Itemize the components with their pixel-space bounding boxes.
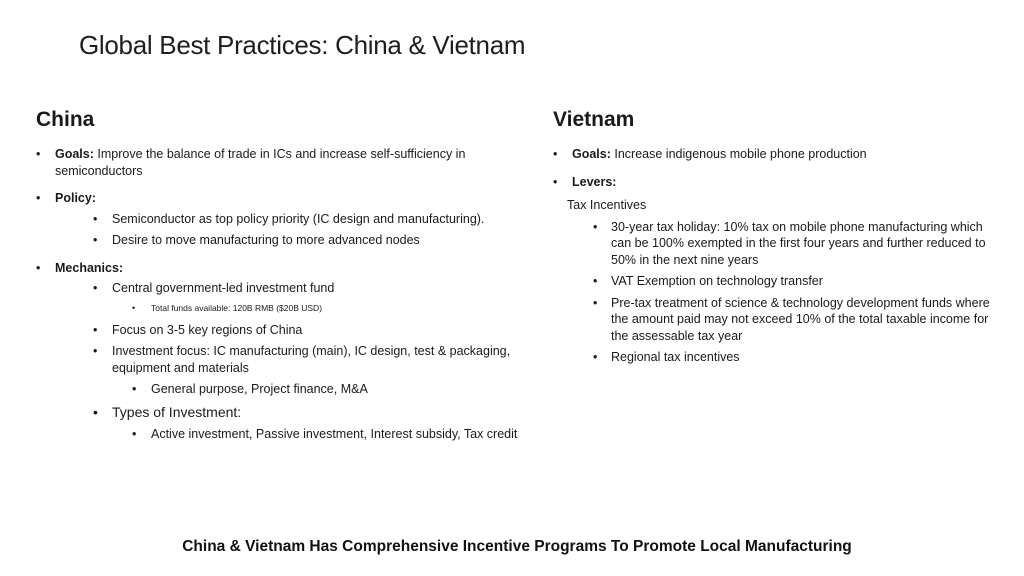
china-goals-text: Improve the balance of trade in ICs and increase self-sufficiency in semiconductors <box>55 147 466 178</box>
policy-item-text: Desire to move manufacturing to more advanced nodes <box>112 233 420 247</box>
slide-title: Global Best Practices: China & Vietnam <box>79 30 526 60</box>
china-mechanics-label: Mechanics: <box>55 260 124 275</box>
list-item <box>553 295 998 345</box>
list-item <box>55 403 541 421</box>
list-item <box>55 381 541 398</box>
tax-item-text: Regional tax incentives <box>611 350 740 364</box>
regions-text: Focus on 3-5 key regions of China <box>112 322 303 337</box>
vietnam-levers <box>553 174 998 191</box>
bullet-icon: • <box>593 295 598 310</box>
investment-types-detail-text: Active investment, Passive investment, Interest subsidy, Tax credit <box>151 426 518 441</box>
list-item <box>55 426 541 443</box>
vietnam-column <box>553 108 998 371</box>
bullet-icon: • <box>93 322 98 337</box>
list-item <box>55 343 541 376</box>
china-goals <box>36 146 541 179</box>
list-item <box>55 302 541 315</box>
china-mechanics <box>36 260 541 443</box>
bullet-icon: • <box>132 426 137 441</box>
bullet-icon: • <box>93 403 98 420</box>
china-policy-label: Policy: <box>55 191 96 205</box>
list-item <box>55 322 541 339</box>
bullet-icon: • <box>132 302 136 313</box>
bullet-icon: • <box>93 211 98 226</box>
bullet-icon: • <box>553 147 558 161</box>
list-item <box>553 349 998 366</box>
china-policy <box>36 190 541 249</box>
vietnam-goals-label: Goals: <box>572 147 611 161</box>
list-item <box>55 280 541 297</box>
vietnam-goals <box>553 146 998 163</box>
bullet-icon: • <box>93 233 98 247</box>
investment-types-label: Types of Investment: <box>112 403 242 420</box>
bullet-icon: • <box>593 350 598 364</box>
list-item <box>55 232 541 249</box>
bullet-icon: • <box>132 382 137 396</box>
fund-detail-text: Total funds available: 120B RMB ($20B USD) <box>151 302 323 313</box>
china-goals-label: Goals: <box>55 147 94 161</box>
investment-focus-text: Investment focus: IC manufacturing (main), IC design, test & packaging, equipment and materials <box>112 344 511 375</box>
tax-item-text: Pre-tax treatment of science & technology development funds where the amount paid may not exceed 10% of the total taxable income for the assessable tax year <box>611 295 990 343</box>
china-heading: China <box>36 108 95 131</box>
bullet-icon: • <box>593 274 598 288</box>
list-item <box>553 273 998 290</box>
bullet-icon: • <box>93 281 98 295</box>
tax-item-text: 30-year tax holiday: 10% tax on mobile phone manufacturing which can be 100% exempted in the first four years and further reduced to 50% in the next nine years <box>611 219 986 267</box>
bullet-icon: • <box>36 147 41 161</box>
china-column <box>36 108 541 453</box>
bullet-icon: • <box>36 191 41 205</box>
vietnam-heading: Vietnam <box>553 108 635 131</box>
tax-item-text: VAT Exemption on technology transfer <box>611 274 823 288</box>
vietnam-goals-text: Increase indigenous mobile phone production <box>610 147 867 161</box>
bullet-icon: • <box>593 219 598 234</box>
bullet-icon: • <box>93 344 98 358</box>
tax-incentives-label: Tax Incentives <box>567 198 647 212</box>
bullet-icon: • <box>553 174 558 189</box>
footer-summary: China & Vietnam Has Comprehensive Incentive Programs To Promote Local Manufacturing <box>182 538 852 555</box>
investment-focus-detail-text: General purpose, Project finance, M&A <box>151 382 368 396</box>
bullet-icon: • <box>36 260 41 275</box>
list-item <box>55 211 541 228</box>
policy-item-text: Semiconductor as top policy priority (IC design and manufacturing). <box>112 211 485 226</box>
list-item <box>553 219 998 269</box>
mechanics-fund-text: Central government-led investment fund <box>112 281 335 295</box>
vietnam-levers-label: Levers: <box>572 174 617 189</box>
